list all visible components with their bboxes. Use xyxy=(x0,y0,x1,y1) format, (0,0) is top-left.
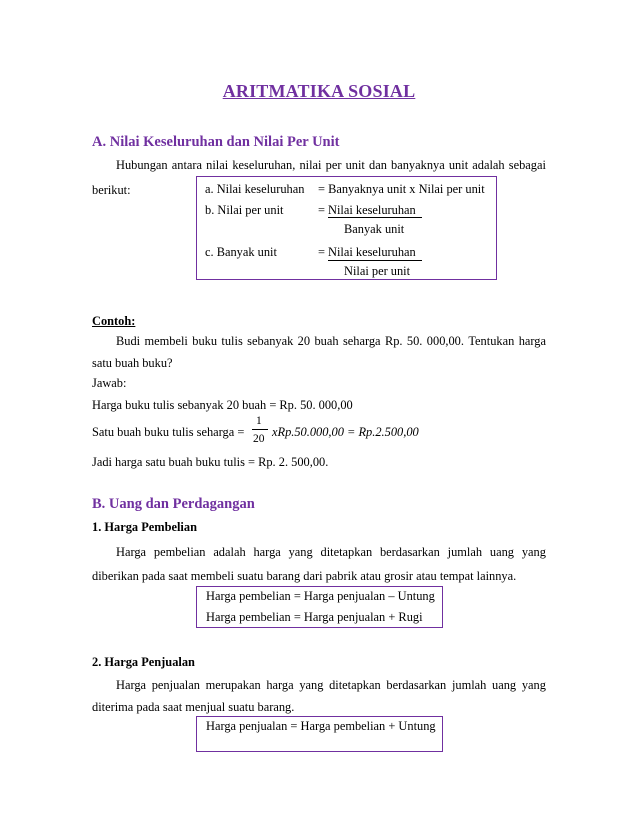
word: sebanyak xyxy=(247,334,294,348)
word: sebagai xyxy=(508,158,546,172)
word: Harga xyxy=(116,545,147,559)
section-b-heading: B. Uang dan Perdagangan xyxy=(92,496,255,512)
answer-conclusion: Jadi harga satu buah buku tulis = Rp. 2. 500,00. xyxy=(92,455,329,469)
word: seharga xyxy=(342,334,381,348)
contoh-question-end: satu buah buku? xyxy=(92,356,173,370)
page-title: ARITMATIKA SOSIAL xyxy=(222,81,416,101)
formula-c-eq: = xyxy=(318,245,325,259)
word: yang xyxy=(521,678,546,692)
word: yang xyxy=(299,678,324,692)
answer-line-2-math: xRp.50.000,00 = Rp.2.500,00 xyxy=(272,425,419,439)
answer-line-1: Harga buku tulis sebanyak 20 buah = Rp. 50. 000,00 xyxy=(92,398,353,412)
formula-b-numerator: Nilai keseluruhan xyxy=(328,203,416,217)
word: buku xyxy=(192,334,218,348)
harga-pembelian-line-end: diberikan pada saat membeli suatu barang dari pabrik atau grosir atau tempat lainnya. xyxy=(92,569,517,583)
word: Harga xyxy=(116,678,147,692)
word: membeli xyxy=(144,334,188,348)
word: ditetapkan xyxy=(320,545,373,559)
word: per xyxy=(325,158,342,172)
jawab-label: Jawab: xyxy=(92,376,127,390)
word: merupakan xyxy=(205,678,261,692)
word: Hubungan xyxy=(116,158,168,172)
word: berdasarkan xyxy=(386,678,447,692)
word: yang xyxy=(521,545,546,559)
formula-b-eq: = xyxy=(318,203,325,217)
formula-b-denominator: Banyak unit xyxy=(344,222,405,236)
word: uang xyxy=(492,678,517,692)
word: jumlah xyxy=(451,678,487,692)
word: penjualan xyxy=(151,678,200,692)
formula-c-numerator: Nilai keseluruhan xyxy=(328,245,416,259)
contoh-question-line xyxy=(116,334,546,349)
word: Rp. xyxy=(384,334,403,348)
word: nilai xyxy=(206,158,229,172)
harga-pembelian-heading: 1. Harga Pembelian xyxy=(92,520,197,534)
word: ditetapkan xyxy=(329,678,381,692)
word: Tentukan xyxy=(468,334,515,348)
word: buah xyxy=(314,334,339,348)
harga-penjualan-line-end: diterima pada saat menjual suatu barang. xyxy=(92,700,295,714)
word: uang xyxy=(489,545,514,559)
word: 20 xyxy=(297,334,311,348)
fraction-numerator: 1 xyxy=(256,415,262,427)
word: antara xyxy=(171,158,203,172)
formula-c-fraction-line xyxy=(328,260,422,261)
word: nilai xyxy=(299,158,322,172)
section-a-intro-end: berikut: xyxy=(92,183,131,197)
word: banyaknya xyxy=(391,158,445,172)
formula-b-fraction-line xyxy=(328,217,422,218)
word: 000,00. xyxy=(426,334,464,348)
formula-a-value: = Banyaknya unit x Nilai per unit xyxy=(318,182,485,196)
harga-pembelian-line xyxy=(116,545,546,560)
fraction-line xyxy=(252,429,268,430)
pembelian-formula-1: Harga pembelian = Harga penjualan – Untung xyxy=(206,589,435,603)
fraction-denominator: 20 xyxy=(253,433,265,445)
word: tulis xyxy=(221,334,243,348)
penjualan-formula-1: Harga penjualan = Harga pembelian + Untung xyxy=(206,719,436,733)
word: dan xyxy=(369,158,387,172)
word: 50. xyxy=(406,334,423,348)
word: adalah xyxy=(472,158,505,172)
word: unit xyxy=(345,158,365,172)
word: Budi xyxy=(116,334,141,348)
word: berdasarkan xyxy=(379,545,440,559)
word: harga xyxy=(253,545,281,559)
harga-penjualan-heading: 2. Harga Penjualan xyxy=(92,655,195,669)
harga-penjualan-line xyxy=(116,678,546,693)
section-a-intro-line xyxy=(116,158,546,173)
word: harga xyxy=(518,334,546,348)
contoh-label: Contoh: xyxy=(92,314,136,328)
formula-c-label: c. Banyak unit xyxy=(205,245,277,259)
word: pembelian xyxy=(153,545,206,559)
word: adalah xyxy=(213,545,246,559)
formula-a-label: a. Nilai keseluruhan xyxy=(205,182,305,196)
formula-c-denominator: Nilai per unit xyxy=(344,264,411,278)
word: jumlah xyxy=(447,545,483,559)
pembelian-formula-2: Harga pembelian = Harga penjualan + Rugi xyxy=(206,610,423,624)
section-a-heading: A. Nilai Keseluruhan dan Nilai Per Unit xyxy=(92,134,340,150)
word: unit xyxy=(448,158,469,172)
word: keseluruhan, xyxy=(232,158,296,172)
answer-line-2-prefix: Satu buah buku tulis seharga = xyxy=(92,425,245,439)
formula-b-label: b. Nilai per unit xyxy=(205,203,284,217)
word: harga xyxy=(266,678,294,692)
word: yang xyxy=(288,545,313,559)
